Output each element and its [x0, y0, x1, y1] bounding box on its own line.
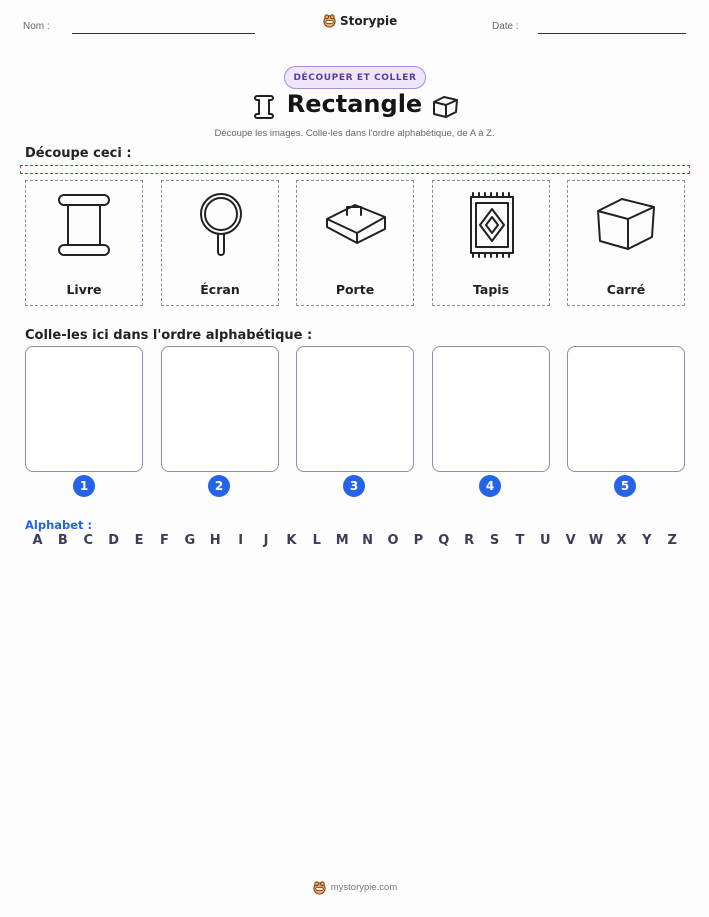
alphabet-letter: F	[160, 533, 169, 548]
storypie-logo	[322, 13, 397, 28]
name-field-line[interactable]	[72, 33, 255, 34]
rug-icon	[457, 189, 527, 259]
scroll-icon	[50, 189, 120, 259]
alphabet-row	[25, 533, 685, 548]
alphabet-letter: M	[335, 533, 349, 548]
activity-badge: DÉCOUPER ET COLLER	[284, 66, 426, 89]
alphabet-letter: L	[312, 533, 321, 548]
paste-box-2[interactable]	[161, 346, 279, 472]
order-number-badge: 5	[614, 475, 636, 497]
cut-card-label: Tapis	[472, 282, 510, 297]
alphabet-letter: B	[57, 533, 68, 548]
order-number-badge: 4	[479, 475, 501, 497]
page-title: Rectangle	[286, 90, 423, 118]
cube-icon	[430, 92, 460, 120]
alphabet-letter: P	[413, 533, 424, 548]
cut-card-tapis[interactable]	[432, 180, 550, 306]
cut-card-livre[interactable]	[25, 180, 143, 306]
cube-icon	[592, 189, 662, 259]
alphabet-letter: J	[263, 533, 269, 548]
cut-line	[20, 165, 690, 174]
alphabet-letter: R	[464, 533, 475, 548]
order-number-badge: 3	[343, 475, 365, 497]
alphabet-letter: D	[108, 533, 120, 548]
footer-link[interactable]: mystorypie.com	[330, 882, 398, 893]
brand-name: Storypie	[340, 13, 398, 28]
alphabet-letter: X	[616, 533, 627, 548]
alphabet-letter: V	[565, 533, 576, 548]
cut-card-carre[interactable]	[567, 180, 685, 306]
paste-box-3[interactable]	[296, 346, 414, 472]
alphabet-heading: Alphabet :	[25, 518, 93, 532]
storypie-mascot-icon	[312, 880, 327, 895]
footer	[0, 880, 709, 895]
storypie-mascot-icon	[322, 13, 337, 28]
alphabet-letter: I	[238, 533, 244, 548]
cut-card-ecran[interactable]	[161, 180, 279, 306]
paste-box-4[interactable]	[432, 346, 550, 472]
paste-box-1[interactable]	[25, 346, 143, 472]
alphabet-letter: H	[209, 533, 221, 548]
date-field-line[interactable]	[538, 33, 686, 34]
cut-card-label: Livre	[66, 282, 102, 297]
alphabet-letter: S	[489, 533, 500, 548]
name-label: Nom :	[23, 21, 50, 32]
alphabet-letter: C	[83, 533, 94, 548]
paste-box-5[interactable]	[567, 346, 685, 472]
alphabet-letter: K	[286, 533, 297, 548]
cut-card-label: Carré	[606, 282, 646, 297]
cut-section-heading: Découpe ceci :	[25, 146, 132, 161]
order-number-badge: 1	[73, 475, 95, 497]
frying-pan-icon	[186, 189, 256, 259]
cut-card-label: Porte	[335, 282, 375, 297]
alphabet-letter: Q	[438, 533, 450, 548]
alphabet-letter: Z	[667, 533, 677, 548]
cut-card-porte[interactable]	[296, 180, 414, 306]
alphabet-letter: T	[515, 533, 525, 548]
date-label: Date :	[492, 21, 519, 32]
cut-card-label: Écran	[200, 282, 240, 297]
instructions: Découpe les images. Colle-les dans l'ordre alphabétique, de A à Z.	[214, 128, 495, 139]
alphabet-letter: E	[134, 533, 144, 548]
alphabet-letter: Y	[642, 533, 652, 548]
alphabet-letter: N	[362, 533, 374, 548]
alphabet-letter: U	[540, 533, 551, 548]
alphabet-letter: A	[32, 533, 43, 548]
paste-section-heading: Colle-les ici dans l'ordre alphabétique :	[25, 328, 313, 343]
alphabet-letter: O	[387, 533, 399, 548]
order-number-badge: 2	[208, 475, 230, 497]
cutting-board-icon	[321, 189, 391, 259]
alphabet-letter: W	[588, 533, 604, 548]
alphabet-letter: G	[184, 533, 196, 548]
